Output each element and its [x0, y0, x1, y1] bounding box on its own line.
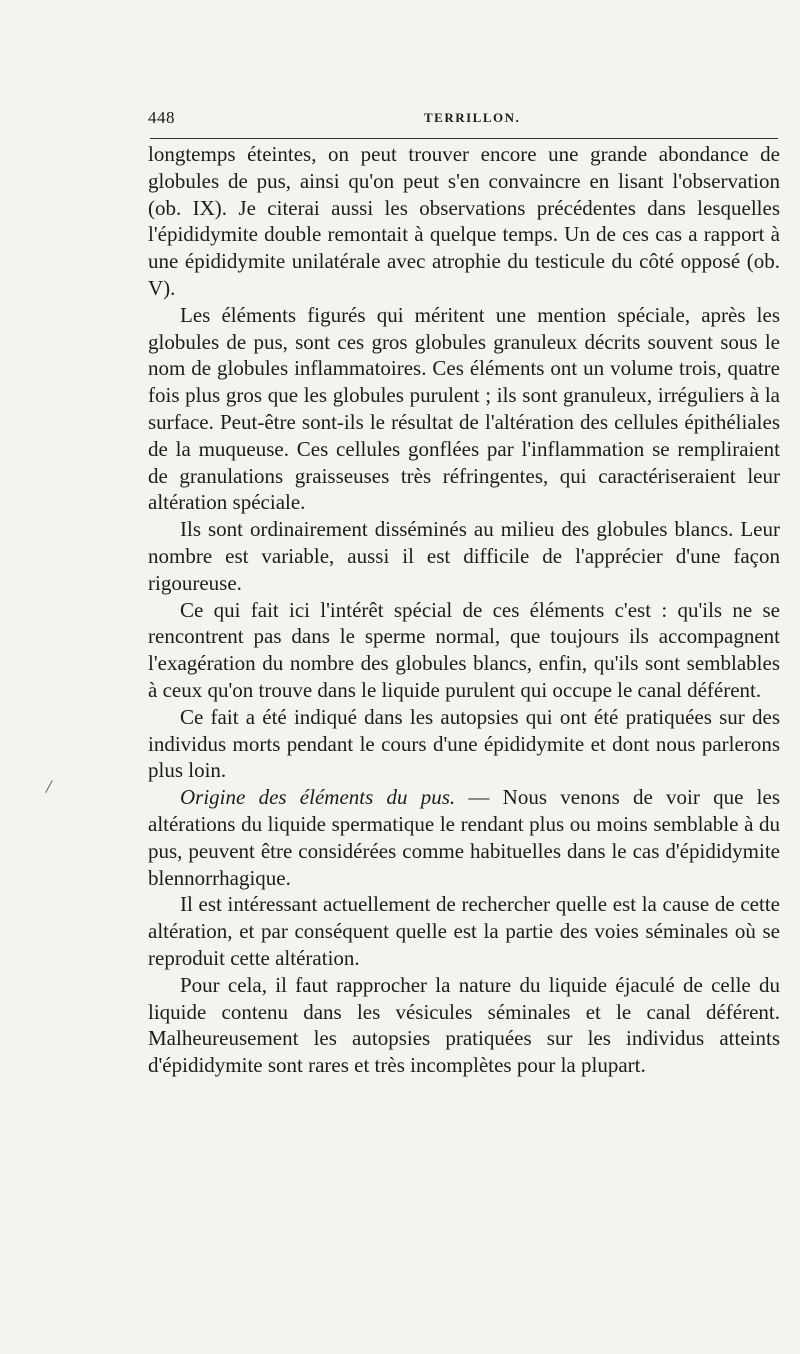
- section-heading: Origine des éléments du pus.: [180, 785, 456, 810]
- paragraph-3: Ils sont ordinairement disséminés au milieu des globules blancs. Leur nombre est variable, aussi il est difficile de l'apprécier d'une façon rigoureuse.: [148, 517, 780, 595]
- running-head: [148, 108, 778, 130]
- header-rule: [150, 138, 778, 139]
- page-number: 448: [148, 108, 175, 127]
- body-text: [148, 141, 780, 1079]
- running-title: TERRILLON.: [424, 110, 521, 125]
- paragraph-8: Pour cela, il faut rapprocher la nature du liquide éjaculé de celle du liquide contenu dans les vésicules séminales et le canal déférent. Malheureusement les autopsies pratiquées sur les individus atteints d'épididymite sont rares et très incomplètes pour la plupart.: [148, 972, 780, 1078]
- paragraph-1: longtemps éteintes, on peut trouver encore une grande abondance de globules de pus, ainsi qu'on peut s'en convaincre en lisant l'observation (ob. IX). Je citerai aussi les observations précédentes dans lesquelles l'épididymite double remontait à quelque temps. Un de ces cas a rapport à une épididymite unilatérale avec atrophie du testicule du côté opposé (ob. V).: [148, 142, 780, 300]
- paragraph-7: Il est intéressant actuellement de rechercher quelle est la cause de cette altération, et par conséquent quelle est la partie des voies séminales où se reproduit cette altération.: [148, 892, 780, 970]
- paragraph-6: [148, 784, 780, 891]
- paragraph-4: Ce qui fait ici l'intérêt spécial de ces éléments c'est : qu'ils ne se rencontrent pas dans le sperme normal, que toujours ils accompagnent l'exagération du nombre des globules blancs, enfin, qu'ils sont semblables à ceux qu'on trouve dans le liquide purulent qui occupe le canal déférent.: [148, 597, 780, 702]
- margin-mark: /: [44, 775, 54, 799]
- paragraph-2: Les éléments figurés qui méritent une mention spéciale, après les globules de pus, sont ces gros globules granuleux décrits souvent sous le nom de globules inflammatoires. Ces éléments ont un volume trois, quatre fois plus gros que les globules purulent ; ils sont granuleux, irréguliers à la surface. Peut-être sont-ils le résultat de l'altération des cellules épithéliales de la muqueuse. Ces cellules gonflées par l'inflammation se rempliraient de granulations graisseuses très réfringentes, qui caractériseraient leur altération spéciale.: [148, 302, 780, 515]
- paragraph-6-text: — Nous venons de voir que les altérations du liquide spermatique le rendant plus ou moins semblable à du pus, peuvent être considérées comme habituelles dans le cas d'épididymite blennorrhagique.: [148, 785, 780, 890]
- paragraph-5: Ce fait a été indiqué dans les autopsies qui ont été pratiquées sur des individus morts pendant le cours d'une épididymite et dont nous parlerons plus loin.: [148, 704, 780, 783]
